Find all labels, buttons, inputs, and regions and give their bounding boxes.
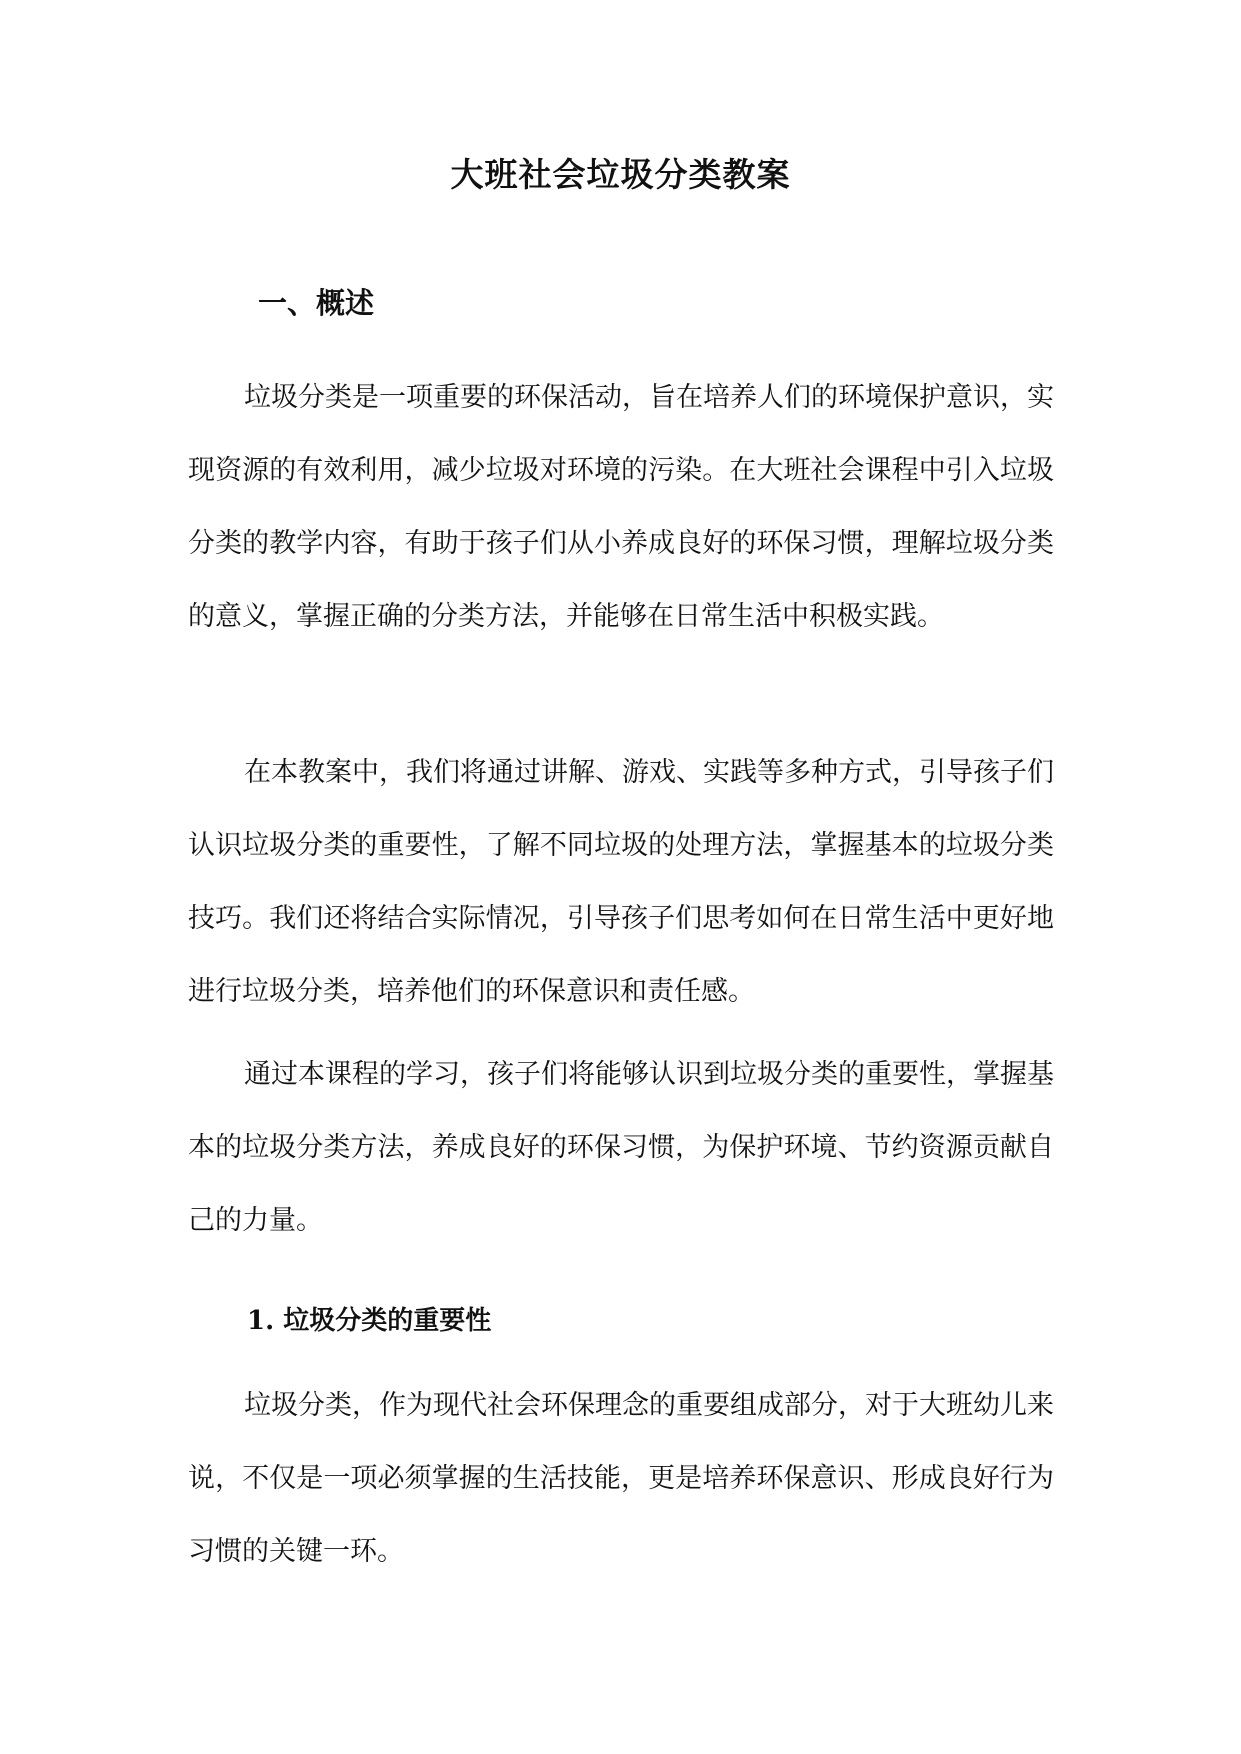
section-heading-overview: 一、概述 <box>258 286 375 320</box>
subsection-heading-importance: 1. 垃圾分类的重要性 <box>247 1306 492 1336</box>
subsection-paragraph: 垃圾分类，作为现代社会环保理念的重要组成部分，对于大班幼儿来说，不仅是一项必须掌握的生活技能，更是培养环保意识、形成良好行为习惯的关键一环。 <box>188 1390 1054 1567</box>
document-title: 大班社会垃圾分类教案 <box>450 155 791 194</box>
overview-paragraph-3: 通过本课程的学习，孩子们将能够认识到垃圾分类的重要性，掌握基本的垃圾分类方法，养成良好的环保习惯，为保护环境、节约资源贡献自己的力量。 <box>188 1059 1054 1236</box>
overview-paragraph-1: 垃圾分类是一项重要的环保活动，旨在培养人们的环境保护意识，实现资源的有效利用，减少垃圾对环境的污染。在大班社会课程中引入垃圾分类的教学内容，有助于孩子们从小养成良好的环保习惯，理解垃圾分类的意义，掌握正确的分类方法，并能够在日常生活中积极实践。 <box>188 382 1054 632</box>
overview-paragraph-2: 在本教案中，我们将通过讲解、游戏、实践等多种方式，引导孩子们认识垃圾分类的重要性，了解不同垃圾的处理方法，掌握基本的垃圾分类技巧。我们还将结合实际情况，引导孩子们思考如何在日常生活中更好地进行垃圾分类，培养他们的环保意识和责任感。 <box>188 757 1054 1007</box>
